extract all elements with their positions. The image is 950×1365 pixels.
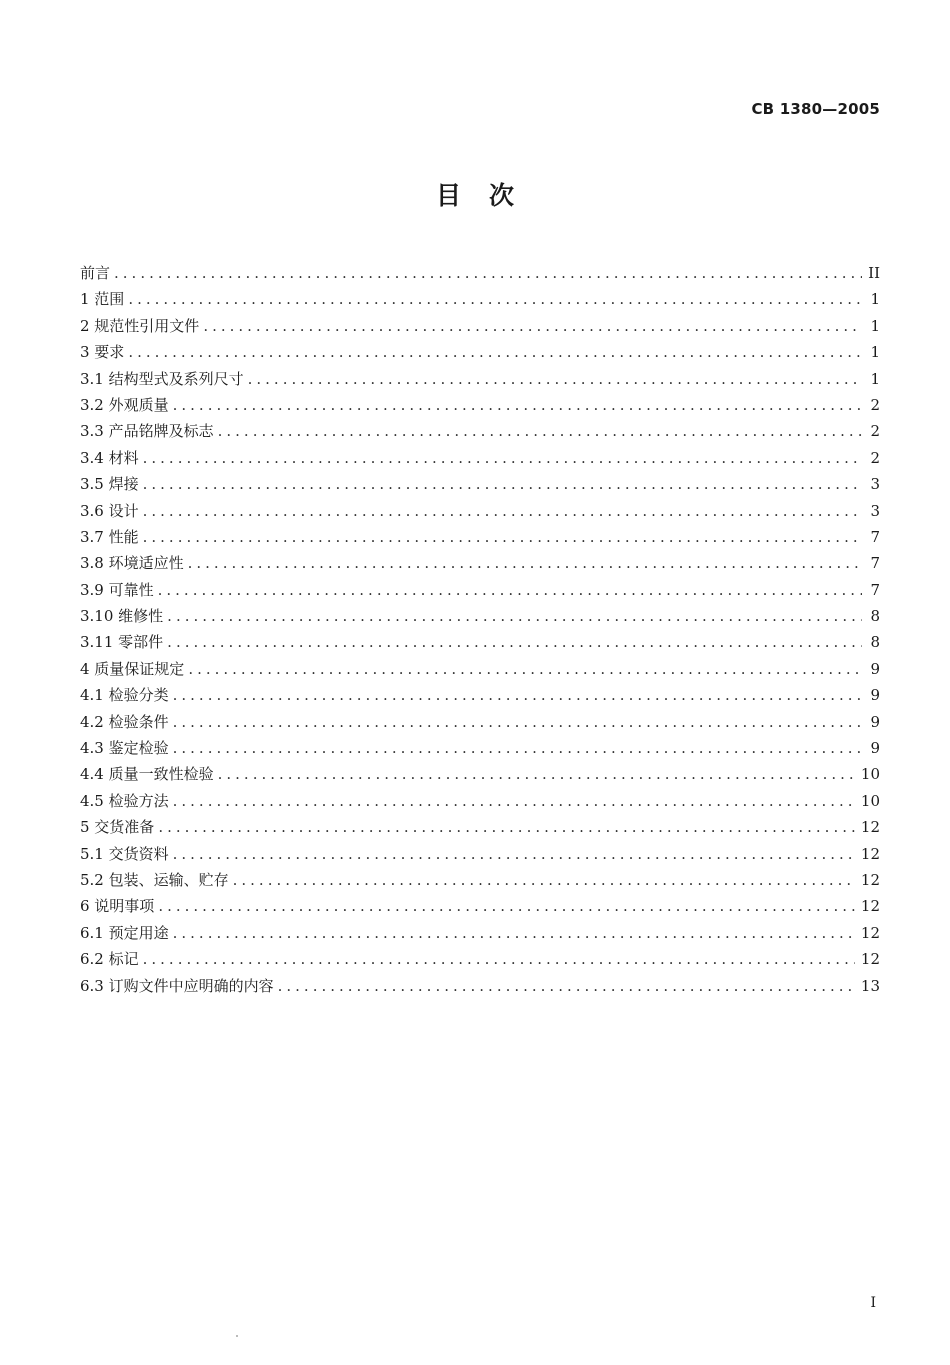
page-title: 目次 [435, 181, 542, 210]
toc-entry-label: 3.9 可靠性 [80, 580, 154, 599]
toc-entry-page: 1 [870, 369, 880, 388]
toc-entry-label: 3 要求 [80, 343, 125, 362]
scan-speck [236, 1335, 238, 1337]
toc-entry-label: 3.7 性能 [80, 527, 139, 546]
toc-entry[interactable] [80, 682, 880, 708]
toc-entry-label: 4.5 检验方法 [80, 791, 169, 810]
toc-entry-page: 2 [870, 448, 880, 467]
toc-entry-label: 3.6 设计 [80, 501, 139, 520]
toc-entry-label: 前言 [80, 264, 111, 282]
toc-entry-page: 12 [860, 818, 880, 837]
toc-entry-label: 3.4 材料 [80, 448, 139, 467]
toc-entry-page: 7 [870, 580, 880, 599]
toc-entry-page: 7 [870, 554, 880, 573]
toc-leader-dots [173, 841, 855, 867]
toc-entry-page: 2 [870, 422, 880, 441]
toc-entry[interactable] [80, 286, 880, 312]
toc-leader-dots [167, 603, 862, 629]
toc-leader-dots [218, 761, 855, 787]
toc-entry-label: 4.4 质量一致性检验 [80, 765, 214, 784]
toc-entry[interactable] [80, 471, 880, 497]
toc-entry[interactable] [80, 498, 880, 524]
toc-leader-dots [143, 445, 862, 471]
toc-entry-label: 4.1 检验分类 [80, 686, 169, 705]
toc-entry[interactable] [80, 841, 880, 867]
toc-leader-dots [143, 498, 862, 524]
toc-entry-label: 6.2 标记 [80, 950, 139, 969]
toc-leader-dots [203, 313, 862, 339]
toc-entry[interactable] [80, 788, 880, 814]
toc-leader-dots [278, 973, 855, 999]
toc-entry-page: 1 [870, 316, 880, 335]
toc-entry[interactable] [80, 366, 880, 392]
toc-leader-dots [143, 471, 862, 497]
toc-entry-label: 3.2 外观质量 [80, 395, 169, 414]
toc-leader-dots [128, 339, 862, 365]
toc-entry[interactable] [80, 524, 880, 550]
toc-entry-label: 3.11 零部件 [80, 633, 164, 652]
toc-entry-page: 8 [870, 633, 880, 652]
toc-leader-dots [233, 867, 855, 893]
toc-entry-label: 6 说明事项 [80, 897, 155, 916]
toc-entry-page: 12 [860, 950, 880, 969]
toc-entry-page: 8 [870, 607, 880, 626]
toc-entry-page: 10 [860, 765, 880, 784]
toc-leader-dots [158, 893, 855, 919]
toc-leader-dots [248, 366, 862, 392]
toc-leader-dots [158, 814, 855, 840]
toc-entry-page: 12 [860, 923, 880, 942]
toc-entry-label: 3.8 环境适应性 [80, 554, 184, 573]
toc-leader-dots [188, 550, 862, 576]
toc-leader-dots [218, 418, 862, 444]
toc-entry[interactable] [80, 735, 880, 761]
toc-entry-label: 4.3 鉴定检验 [80, 739, 169, 758]
toc-entry-page: 7 [870, 527, 880, 546]
toc-leader-dots [114, 260, 862, 286]
toc-entry[interactable] [80, 550, 880, 576]
toc-entry[interactable] [80, 814, 880, 840]
toc-leader-dots [173, 682, 862, 708]
toc-entry[interactable] [80, 867, 880, 893]
toc-entry-page: 1 [870, 290, 880, 309]
toc-entry[interactable] [80, 973, 880, 999]
toc-leader-dots [173, 788, 855, 814]
toc-entry[interactable] [80, 629, 880, 655]
toc-entry-page: 3 [870, 501, 880, 520]
toc-leader-dots [167, 629, 862, 655]
toc-entry-page: 12 [860, 844, 880, 863]
toc-entry-page: 9 [870, 739, 880, 758]
standard-code: CB 1380—2005 [751, 100, 880, 118]
toc-entry[interactable] [80, 418, 880, 444]
toc-entry-label: 4.2 检验条件 [80, 712, 169, 731]
toc-entry[interactable] [80, 260, 880, 286]
toc-leader-dots [188, 656, 862, 682]
toc-entry[interactable] [80, 761, 880, 787]
toc-entry[interactable] [80, 920, 880, 946]
toc-entry-label: 5.2 包装、运输、贮存 [80, 870, 229, 889]
toc-entry-label: 6.1 预定用途 [80, 923, 169, 942]
toc-entry-page: 2 [870, 395, 880, 414]
toc-entry-label: 5.1 交货资料 [80, 844, 169, 863]
toc-entry-page: 9 [870, 659, 880, 678]
toc-leader-dots [173, 735, 862, 761]
table-of-contents [80, 260, 880, 999]
toc-entry-label: 3.5 焊接 [80, 475, 139, 494]
toc-entry-label: 6.3 订购文件中应明确的内容 [80, 976, 274, 995]
toc-entry-page: 3 [870, 475, 880, 494]
toc-leader-dots [143, 946, 855, 972]
toc-entry[interactable] [80, 339, 880, 365]
toc-entry-page: 9 [870, 686, 880, 705]
toc-entry[interactable] [80, 656, 880, 682]
toc-entry-page: 1 [870, 343, 880, 362]
toc-entry-label: 3.1 结构型式及系列尺寸 [80, 369, 244, 388]
toc-entry-label: 4 质量保证规定 [80, 659, 185, 678]
toc-entry-page: 13 [860, 976, 880, 995]
toc-leader-dots [173, 709, 862, 735]
toc-entry-label: 3.3 产品铭牌及标志 [80, 422, 214, 441]
toc-entry-label: 5 交货准备 [80, 818, 155, 837]
toc-leader-dots [173, 392, 862, 418]
toc-leader-dots [128, 286, 862, 312]
toc-entry[interactable] [80, 709, 880, 735]
toc-entry-page: 12 [860, 897, 880, 916]
toc-leader-dots [143, 524, 862, 550]
toc-leader-dots [158, 577, 862, 603]
toc-entry-page: 9 [870, 712, 880, 731]
footer-page-number: I [870, 1295, 876, 1311]
toc-entry[interactable] [80, 445, 880, 471]
toc-entry-label: 2 规范性引用文件 [80, 316, 200, 335]
toc-entry[interactable] [80, 603, 880, 629]
toc-entry[interactable] [80, 313, 880, 339]
toc-entry[interactable] [80, 893, 880, 919]
toc-entry[interactable] [80, 946, 880, 972]
toc-entry-label: 1 范围 [80, 290, 125, 309]
toc-entry[interactable] [80, 392, 880, 418]
toc-entry-page: II [868, 264, 880, 282]
toc-entry-page: 10 [860, 791, 880, 810]
toc-entry-label: 3.10 维修性 [80, 607, 164, 626]
toc-leader-dots [173, 920, 855, 946]
toc-entry[interactable] [80, 577, 880, 603]
toc-entry-page: 12 [860, 870, 880, 889]
